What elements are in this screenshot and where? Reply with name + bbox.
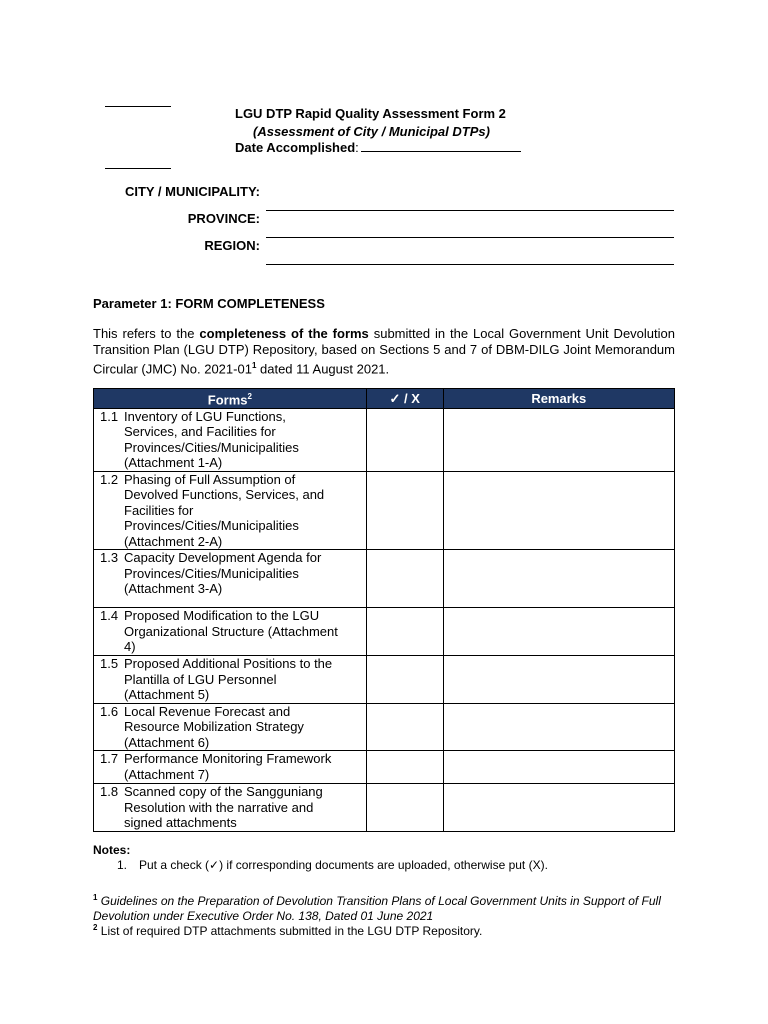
date-label: Date Accomplished (235, 140, 356, 155)
intro-text-pre: This refers to the (93, 326, 200, 341)
remarks-cell[interactable] (443, 784, 674, 832)
form-item-number: 1.5 (100, 656, 119, 672)
form-item-cell (94, 471, 367, 550)
form-item-number: 1.8 (100, 784, 119, 800)
city-field[interactable] (266, 210, 674, 211)
form-item-continuation: (Attachment 6) (124, 734, 210, 750)
table-row (94, 703, 675, 751)
form-item-text: Performance Monitoring Framework (124, 751, 332, 767)
form-item-first-line (100, 472, 362, 488)
remarks-cell[interactable] (443, 608, 674, 656)
remarks-column-header: Remarks (443, 389, 674, 409)
check-cell[interactable] (366, 408, 443, 471)
footnote-ref-2: 2 (247, 392, 252, 401)
footnote-1-mark: 1 (93, 893, 98, 902)
region-field[interactable] (266, 264, 674, 265)
intro-paragraph (93, 326, 675, 377)
note-number: 1. (117, 858, 128, 872)
form-item-number: 1.7 (100, 751, 119, 767)
remarks-cell[interactable] (443, 408, 674, 471)
note-item (117, 858, 548, 873)
form-item-text: Phasing of Full Assumption of (124, 471, 296, 487)
form-item-first-line (100, 608, 362, 624)
form-item-number: 1.2 (100, 471, 119, 487)
form-item-continuation: Provinces/Cities/Municipalities (124, 565, 299, 581)
form-item-first-line (100, 409, 362, 425)
form-item-continuation: Services, and Facilities for (124, 424, 276, 440)
form-item-continuation: Provinces/Cities/Municipalities (124, 439, 299, 455)
date-field[interactable] (361, 139, 521, 152)
mid-left-rule (105, 168, 171, 169)
form-item-continuation: 4) (124, 639, 136, 655)
form-item-continuation: (Attachment 3-A) (124, 581, 223, 597)
remarks-cell[interactable] (443, 550, 674, 608)
intro-text-post: submitted in the Local Government Unit Devolution Transition Plan (LGU DTP) Repository, based on Sections 5 and 7 of DBM-DILG Joint Memorandum Circular (JMC) No. 2021-01 (93, 326, 675, 377)
form-item-cell (94, 656, 367, 704)
form-item-continuation: (Attachment 7) (124, 766, 210, 782)
notes-heading: Notes: (93, 843, 131, 857)
intro-text-end: dated 11 August 2021. (256, 361, 390, 377)
remarks-cell[interactable] (443, 703, 674, 751)
table-row (94, 784, 675, 832)
table-row (94, 550, 675, 608)
remarks-cell[interactable] (443, 751, 674, 784)
form-item-continuation: Resolution with the narrative and (124, 799, 314, 815)
form-item-continuation: Devolved Functions, Services, and (124, 487, 325, 503)
check-cell[interactable] (366, 608, 443, 656)
remarks-cell[interactable] (443, 471, 674, 550)
form-item-number: 1.1 (100, 408, 119, 424)
table-row (94, 608, 675, 656)
form-item-text: Scanned copy of the Sangguniang (124, 784, 323, 800)
form-item-continuation: Provinces/Cities/Municipalities (124, 518, 299, 534)
form-item-cell (94, 703, 367, 751)
forms-table (93, 388, 675, 832)
footnote-2-text: List of required DTP attachments submitted in the LGU DTP Repository. (100, 924, 483, 938)
form-item-first-line (100, 784, 362, 800)
footnote-1-text: Guidelines on the Preparation of Devolution Transition Plans of Local Government Units in Support of Full Devolution under Executive Order No. 138, Dated 01 June 2021 (93, 894, 661, 923)
form-subtitle: (Assessment of City / Municipal DTPs) (253, 124, 490, 139)
parameter-heading: Parameter 1: FORM COMPLETENESS (93, 296, 325, 311)
table-body (94, 408, 675, 831)
form-item-first-line (100, 550, 362, 566)
form-item-continuation: Resource Mobilization Strategy (124, 719, 304, 735)
form-item-continuation: Plantilla of LGU Personnel (124, 671, 277, 687)
form-item-text: Capacity Development Agenda for (124, 550, 322, 566)
intro-text-bold: completeness of the forms (199, 326, 369, 341)
form-item-text: Local Revenue Forecast and (124, 703, 291, 719)
form-item-cell (94, 784, 367, 832)
form-item-continuation: (Attachment 1-A) (124, 455, 223, 471)
form-item-cell (94, 550, 367, 608)
table-row (94, 471, 675, 550)
city-label: CITY / MUNICIPALITY: (124, 184, 260, 199)
check-cell[interactable] (366, 784, 443, 832)
check-column-header: ✓ / X (366, 389, 443, 409)
table-row (94, 408, 675, 471)
form-item-continuation: (Attachment 2-A) (124, 533, 223, 549)
region-label: REGION: (204, 238, 260, 253)
form-item-first-line (100, 656, 362, 672)
forms-header-label: Forms (207, 392, 248, 408)
check-cell[interactable] (366, 751, 443, 784)
form-item-continuation: Facilities for (124, 502, 194, 518)
province-label: PROVINCE: (187, 211, 260, 226)
form-title: LGU DTP Rapid Quality Assessment Form 2 (235, 106, 506, 121)
form-item-continuation: signed attachments (124, 815, 237, 831)
table-row (94, 751, 675, 784)
footnote-ref-1: 1 (251, 361, 257, 370)
forms-column-header (94, 389, 367, 409)
check-cell[interactable] (366, 703, 443, 751)
form-item-continuation: Organizational Structure (Attachment (124, 623, 338, 639)
form-item-cell (94, 751, 367, 784)
top-left-rule (105, 106, 171, 107)
form-item-number: 1.6 (100, 703, 119, 719)
footnote-2 (93, 920, 675, 939)
form-item-cell (94, 608, 367, 656)
date-accomplished (235, 139, 521, 155)
table-row (94, 656, 675, 704)
check-cell[interactable] (366, 471, 443, 550)
province-field[interactable] (266, 237, 674, 238)
form-item-text: Proposed Additional Positions to the (124, 656, 333, 672)
date-colon: : (355, 140, 359, 155)
form-item-first-line (100, 751, 362, 767)
footnote-1 (93, 890, 675, 924)
form-item-number: 1.3 (100, 550, 119, 566)
remarks-cell[interactable] (443, 656, 674, 704)
form-item-first-line (100, 704, 362, 720)
check-cell[interactable] (366, 656, 443, 704)
form-item-continuation: (Attachment 5) (124, 687, 210, 703)
form-item-cell (94, 408, 367, 471)
form-item-text: Inventory of LGU Functions, (124, 408, 286, 424)
table-header-row (94, 389, 675, 409)
footnote-2-mark: 2 (93, 923, 98, 932)
note-text: Put a check (✓) if corresponding documents are uploaded, otherwise put (X). (139, 858, 548, 872)
form-item-text: Proposed Modification to the LGU (124, 608, 320, 624)
check-cell[interactable] (366, 550, 443, 608)
form-item-number: 1.4 (100, 608, 119, 624)
